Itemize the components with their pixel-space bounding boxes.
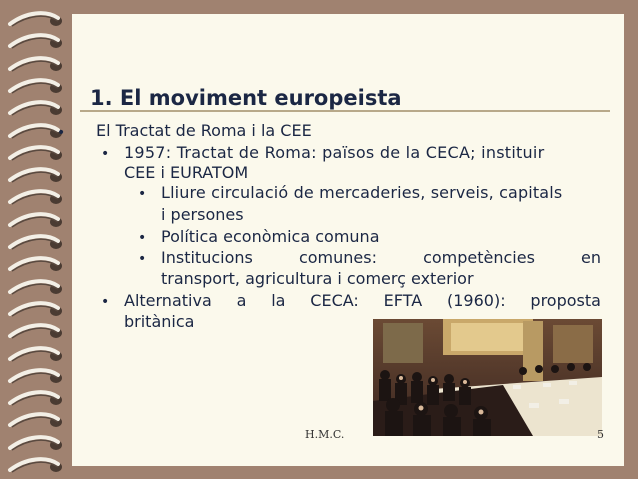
bullet-l3-lliure-line2: i persones <box>161 205 244 224</box>
bullet-l3-institucions-line1 <box>161 248 601 268</box>
word: la <box>271 291 286 310</box>
bullet-l3-institucions-line2: transport, agricultura i comerç exterior <box>161 269 474 288</box>
bullet-l3-politica: Política econòmica comuna <box>161 227 380 246</box>
word: Institucions <box>161 248 253 267</box>
bullet-l2-alternativa-line1 <box>124 291 601 311</box>
bullet-l1-tractat: El Tractat de Roma i la CEE <box>96 121 312 140</box>
word: EFTA <box>383 291 423 310</box>
word: CECA: <box>310 291 359 310</box>
bullet-dot-icon: • <box>138 186 147 202</box>
word: comunes: <box>298 248 377 267</box>
footer-page-number: 5 <box>597 428 604 441</box>
slide-title: 1. El moviment europeista <box>90 86 402 110</box>
treaty-signing-photo-image <box>373 319 602 436</box>
bullet-l2-1957-line1: 1957: Tractat de Roma: països de la CECA; instituir <box>124 143 545 162</box>
word: en <box>581 248 601 267</box>
bullet-l3-lliure-line1: Lliure circulació de mercaderies, serveis, capitals <box>161 183 563 202</box>
bullet-dot-icon: • <box>57 125 66 141</box>
word: a <box>236 291 247 310</box>
word: (1960): <box>446 291 506 310</box>
word: Alternativa <box>124 291 212 310</box>
treaty-signing-photo <box>373 319 602 436</box>
bullet-l2-1957-line2: CEE i EURATOM <box>124 163 249 182</box>
bullet-dot-icon: • <box>101 294 110 310</box>
bullet-dot-icon: • <box>138 251 147 267</box>
bullet-l2-alternativa-line2: britànica <box>124 312 195 331</box>
bullet-dot-icon: • <box>101 146 110 162</box>
word: competències <box>423 248 535 267</box>
footer-author: H.M.C. <box>305 428 345 441</box>
bullet-dot-icon: • <box>138 230 147 246</box>
word: proposta <box>530 291 601 310</box>
